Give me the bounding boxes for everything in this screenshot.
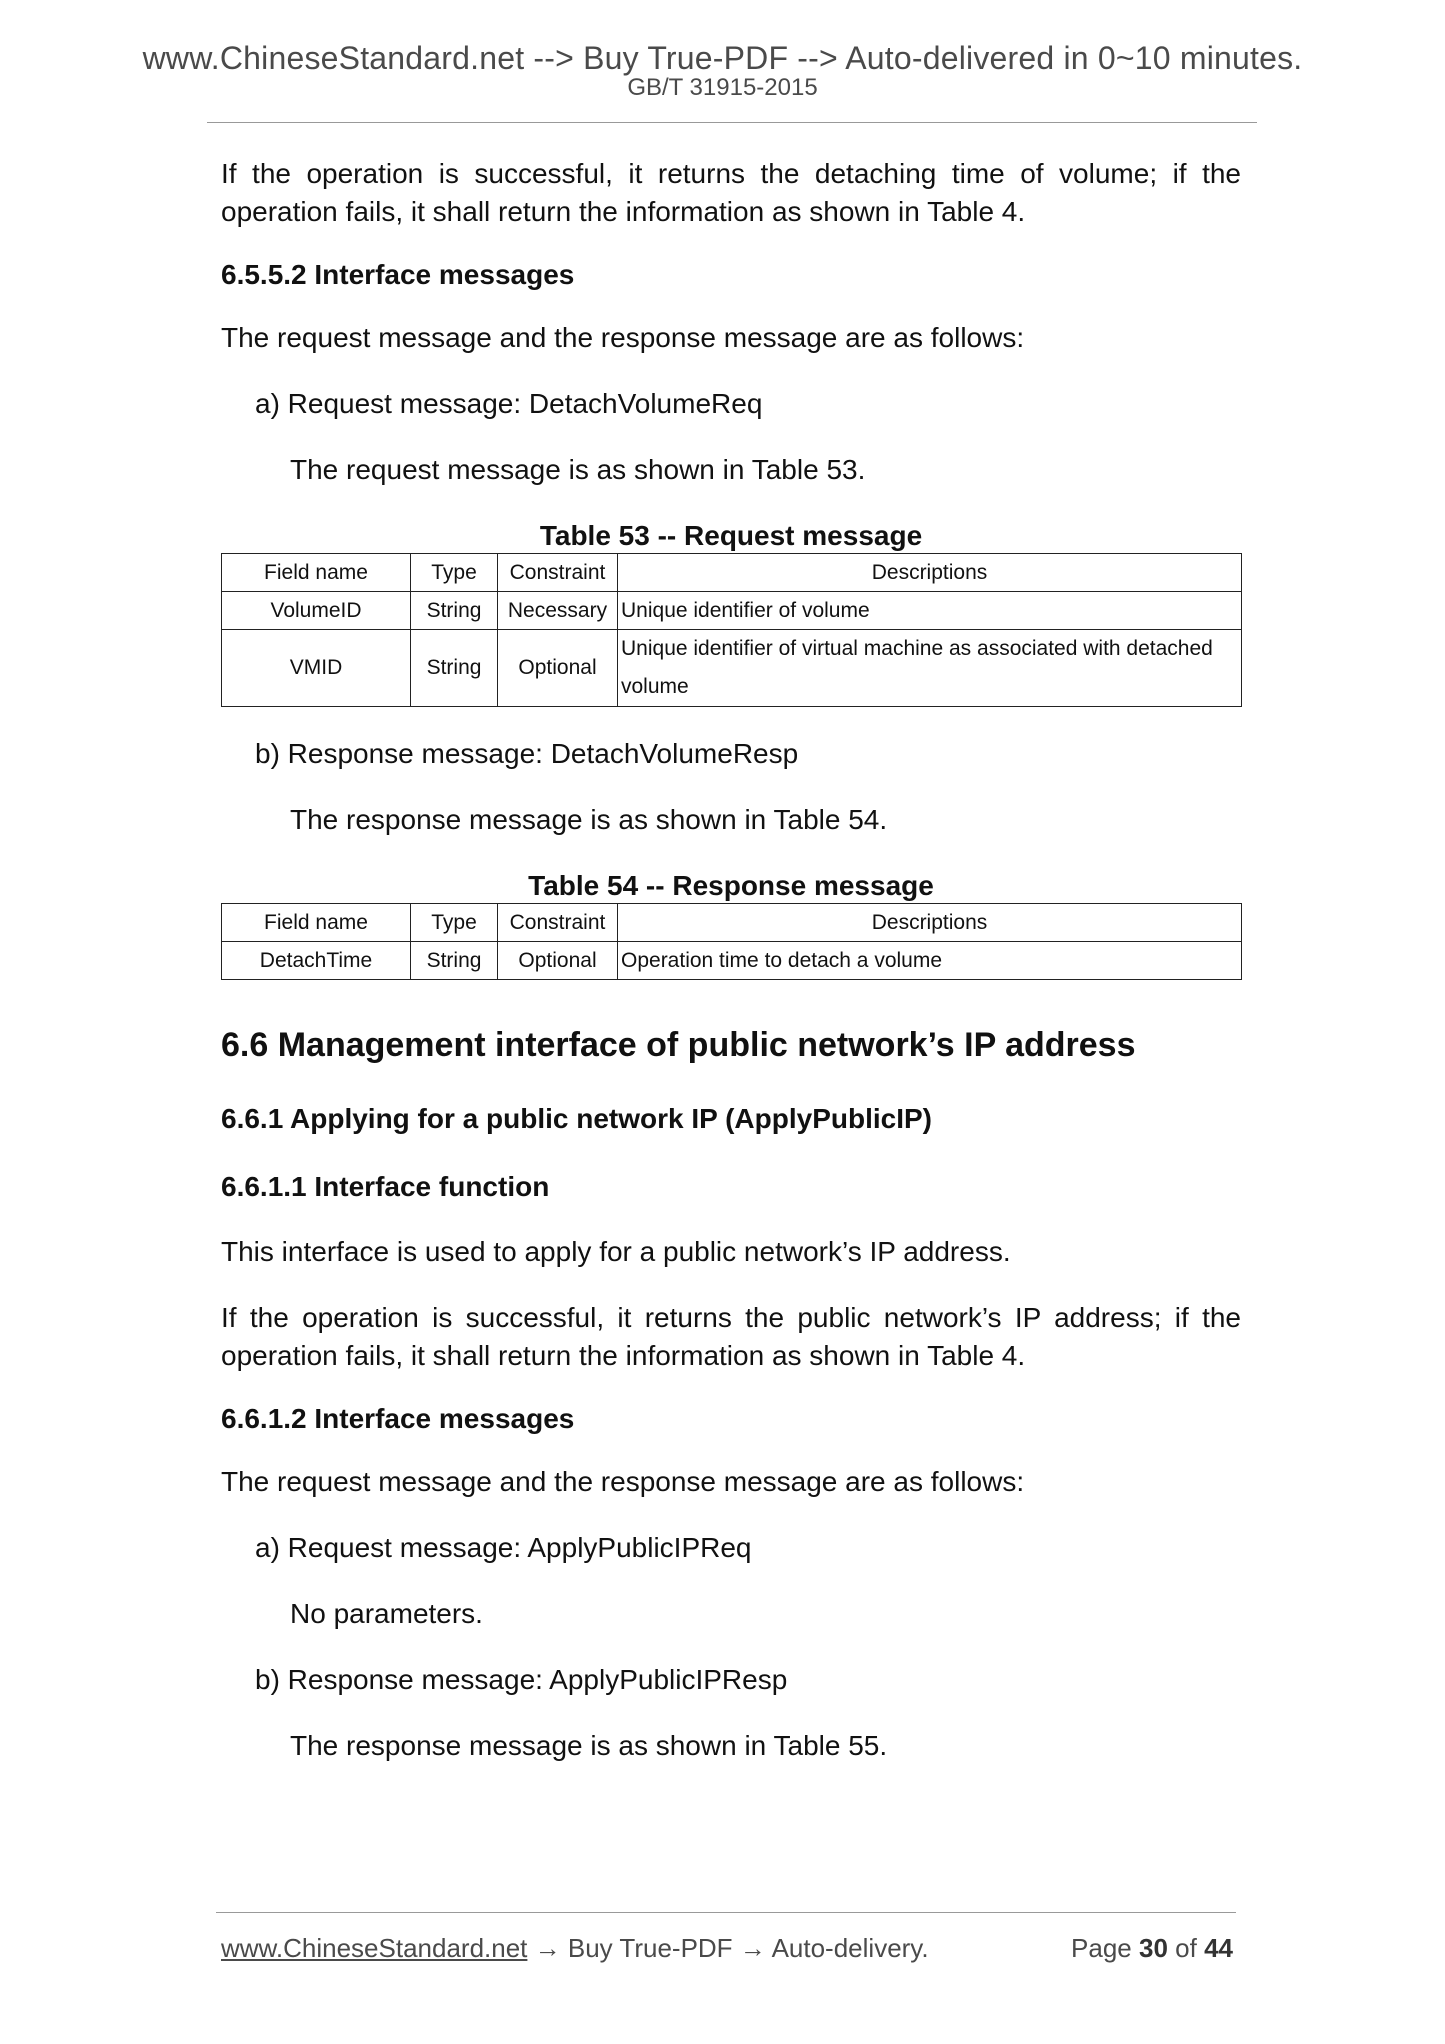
heading-6-6-1-1: 6.6.1.1 Interface function: [221, 1171, 550, 1202]
table-cell: String: [411, 942, 498, 980]
list-item-response-apply: b) Response message: ApplyPublicIPResp: [255, 1664, 788, 1695]
list-item-response-detach: b) Response message: DetachVolumeResp: [255, 738, 799, 769]
document-body: [221, 155, 1241, 1765]
table54-caption: Table 54 -- Response message: [528, 870, 934, 901]
page-indicator: [1071, 1933, 1233, 1964]
heading-6-6-1-2: 6.6.1.2 Interface messages: [221, 1403, 575, 1434]
heading-6-6-1: 6.6.1 Applying for a public network IP (ApplyPublicIP): [221, 1103, 932, 1134]
table-cell: VolumeID: [222, 592, 411, 630]
table-row: [222, 942, 1242, 980]
table-cell: Optional: [498, 630, 618, 707]
table-header-row: [222, 904, 1242, 942]
paragraph-detach-result: If the operation is successful, it returns the detaching time of volume; if the operation fails, it shall return the information as shown in Table 4.: [221, 158, 1241, 227]
heading-6-6: 6.6 Management interface of public network’s IP address: [221, 1026, 1136, 1064]
table-cell: String: [411, 592, 498, 630]
header-cell: Field name: [222, 554, 411, 592]
footer-divider: [216, 1912, 1236, 1913]
list-item-request-detach: a) Request message: DetachVolumeReq: [255, 388, 763, 419]
table-cell: Operation time to detach a volume: [618, 942, 1242, 980]
table-row: [222, 592, 1242, 630]
table-row: [222, 630, 1242, 707]
total-pages: 44: [1204, 1933, 1233, 1963]
header-cell: Field name: [222, 904, 411, 942]
header-cell: Constraint: [498, 904, 618, 942]
paragraph-apply-result: If the operation is successful, it returns the public network’s IP address; if the operation fails, it shall return the information as shown in Table 4.: [221, 1302, 1241, 1371]
table-54: [221, 903, 1242, 980]
table-cell: Optional: [498, 942, 618, 980]
page-number: 30: [1139, 1933, 1168, 1963]
header-cell: Type: [411, 904, 498, 942]
paragraph-messages-intro: The request message and the response message are as follows:: [221, 322, 1025, 353]
table-cell: Necessary: [498, 592, 618, 630]
table-header-row: [222, 554, 1242, 592]
paragraph-messages-intro-2: The request message and the response message are as follows:: [221, 1466, 1025, 1497]
footer-promo-text: → Buy True-PDF → Auto-delivery.: [527, 1933, 929, 1963]
standard-code: GB/T 31915-2015: [627, 74, 818, 101]
paragraph-table55-ref: The response message is as shown in Table 55.: [290, 1730, 888, 1761]
table53-caption: Table 53 -- Request message: [539, 520, 923, 551]
footer-site-link[interactable]: www.ChineseStandard.net: [221, 1933, 528, 1963]
header-divider: [207, 122, 1257, 123]
header-cell: Descriptions: [618, 554, 1242, 592]
table-cell: VMID: [222, 630, 411, 707]
footer-promo: [221, 1933, 929, 1964]
paragraph-table53-ref: The request message is as shown in Table 53.: [290, 454, 866, 485]
paragraph-table54-ref: The response message is as shown in Table 54.: [290, 804, 888, 835]
table-cell: DetachTime: [222, 942, 411, 980]
page-label: Page: [1071, 1933, 1132, 1963]
heading-6-5-5-2: 6.5.5.2 Interface messages: [221, 259, 575, 290]
table-cell: Unique identifier of virtual machine as associated with detached volume: [618, 630, 1242, 707]
site-banner[interactable]: www.ChineseStandard.net --> Buy True-PDF --> Auto-delivered in 0~10 minutes.: [142, 40, 1303, 76]
paragraph-interface-purpose: This interface is used to apply for a public network’s IP address.: [221, 1236, 1011, 1267]
table-53: [221, 553, 1242, 707]
header-cell: Constraint: [498, 554, 618, 592]
list-item-request-apply: a) Request message: ApplyPublicIPReq: [255, 1532, 752, 1563]
of-label: of: [1175, 1933, 1197, 1963]
table-cell: String: [411, 630, 498, 707]
header-cell: Descriptions: [618, 904, 1242, 942]
paragraph-no-parameters: No parameters.: [290, 1598, 483, 1629]
table-cell: Unique identifier of volume: [618, 592, 1242, 630]
header-cell: Type: [411, 554, 498, 592]
